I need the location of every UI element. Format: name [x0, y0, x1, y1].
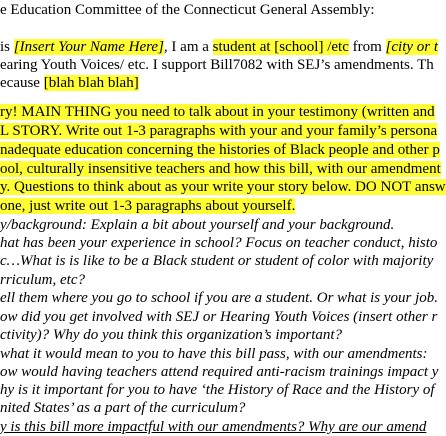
document-line — [0, 363, 438, 381]
highlighted-text: student at [school] /etc — [212, 39, 349, 55]
body-text: y is this bill more impactful with our amendments? Why are our amend — [0, 419, 427, 435]
document-line — [0, 74, 139, 92]
document-line — [0, 345, 428, 363]
body-text: ecause — [0, 75, 44, 91]
document-line — [0, 122, 437, 140]
document-line — [0, 399, 245, 417]
body-text: is — [0, 39, 14, 55]
document-line — [0, 252, 433, 270]
document-line — [0, 103, 435, 121]
body-text: y/background: Explain a bit about yourself and your background. — [0, 217, 395, 233]
document-line — [0, 418, 426, 436]
highlighted-text: y. Questions to think about as your write your story below. DO NOT answ — [0, 179, 446, 195]
document-line — [0, 271, 85, 289]
document-line — [0, 234, 437, 252]
document-line — [0, 326, 342, 344]
body-text: e Education Committee of the Connecticut General Assembly: — [0, 2, 375, 18]
document-line — [0, 289, 438, 307]
highlighted-text: [city or t — [385, 39, 439, 55]
body-text: , I am a — [163, 39, 213, 55]
highlighted-text: ry! MAIN THING you need to talk about in your testimony (written and — [0, 104, 435, 120]
document-line — [0, 56, 434, 74]
document-line — [0, 38, 438, 56]
highlighted-text: nadequate education concerning the histories of Black people and other p — [0, 142, 440, 158]
highlighted-text: one, just write out 1-3 paragraphs about yourself. — [0, 198, 296, 214]
highlighted-text: [blah blah blah] — [43, 75, 139, 91]
document-line — [0, 141, 440, 159]
document-line — [0, 160, 441, 178]
highlighted-text: L STORY. Write out 1-3 paragraphs with your and your family’s persona — [0, 123, 438, 139]
body-text: what it would mean to you to have this bill pass, with our amendments: — [0, 346, 428, 362]
highlighted-text: ool, culturally insensitive teachers and how this bill, with our amendment — [0, 161, 441, 177]
body-text: ctivity)? Why do you think this organization’s important? — [0, 327, 343, 343]
body-text: nited States’ as a part of the curriculum? — [0, 400, 246, 416]
body-text: c…What is is like to be a Black student or student of color with majority — [0, 253, 434, 269]
body-text: ow did you get involved with SEJ or Hearing Youth Voices (insert other r — [0, 309, 438, 325]
highlighted-text: [Insert Your Name Here] — [13, 39, 164, 55]
document-line — [0, 216, 394, 234]
body-text: earing Youth Voices/ etc. I support Bill7082 with SEJ’s amendments. Th — [0, 57, 434, 73]
document-line — [0, 381, 435, 399]
document-line — [0, 178, 446, 196]
document-line — [0, 197, 295, 215]
body-text: hat has been your experience in school? Focus on teacher conduct, histo — [0, 235, 438, 251]
document-line — [0, 1, 375, 19]
body-text: ell them where you go to school if you are a student. Or what is your job. — [0, 290, 439, 306]
body-text: hy is it important for you to have ‘the History of Race and the History of — [0, 382, 435, 398]
document-line — [0, 308, 437, 326]
body-text: ow would having teachers attend required anti-racism trainings impact y — [0, 364, 439, 380]
body-text: rriculum, etc? — [0, 272, 85, 288]
body-text: from — [348, 39, 386, 55]
